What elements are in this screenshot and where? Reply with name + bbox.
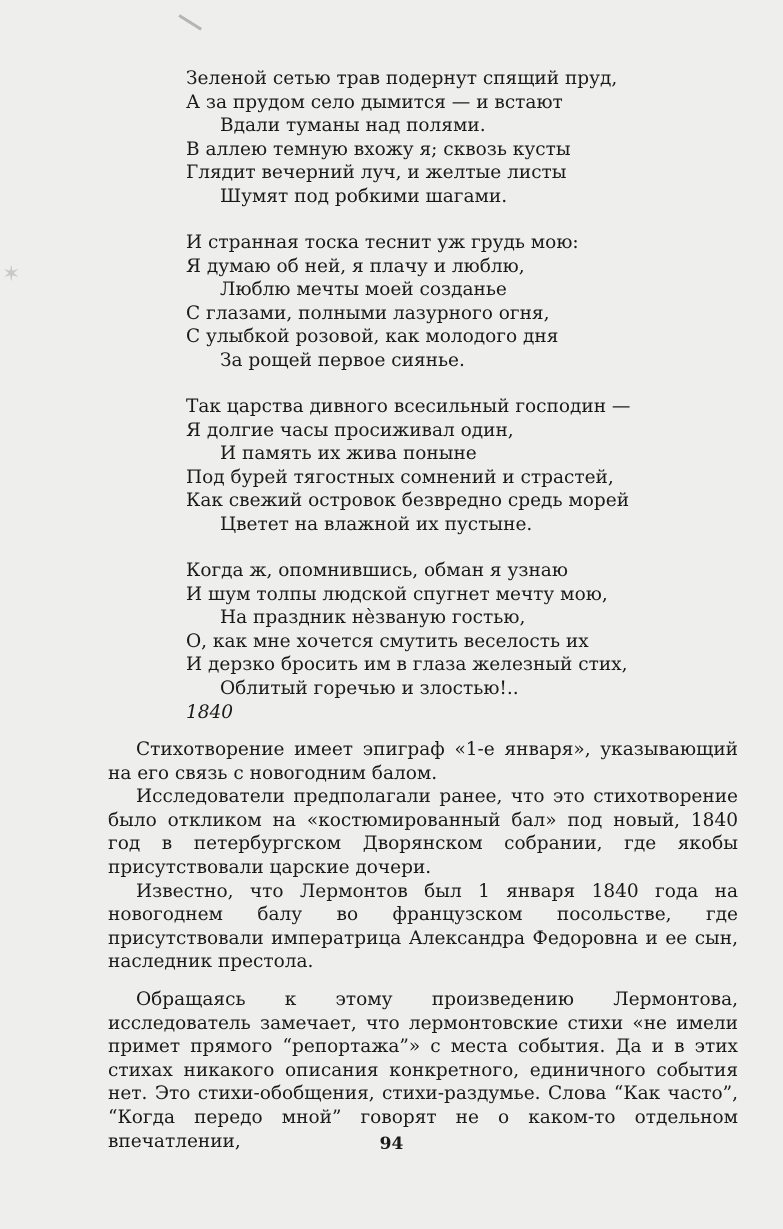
- poem-stanza: [186, 395, 706, 536]
- poem-line: Шумят под робкими шагами.: [220, 185, 508, 207]
- paragraph-analysis: Обращаясь к этому произведению Лермонтова, исследователь замечает, что лермонтовские стихи «не имели примет прямого “репортажа”» с места события. Да и в этих стихах никакого описания конкретного, единичного события нет. Это стихи-обобщения, стихи-раздумье. Слова “Как часто”, “Когда передо мной” говорят не о каком-то отдельном впечатлении,: [108, 988, 738, 1152]
- poem-line: Цветет на влажной их пустыне.: [220, 513, 533, 535]
- pencil-mark: [172, 14, 202, 40]
- poem-line: И шум толпы людской спугнет мечту мою,: [186, 583, 608, 605]
- poem-date: 1840: [186, 702, 234, 723]
- poem-line: Под бурей тягостных сомнений и страстей,: [186, 466, 614, 488]
- poem-line: Так царства дивного всесильный господин —: [186, 396, 631, 417]
- page-number: 94: [379, 1134, 404, 1154]
- poem-line: С глазами, полными лазурного огня,: [186, 302, 550, 324]
- poem-stanza: [186, 231, 706, 372]
- poem-stanza: [186, 67, 706, 208]
- paragraph-embassy-ball: Известно, что Лермонтов был 1 января 1840 года на новогоднем балу во французском посольстве, где присутствовали императрица Александра Федоровна и ее сын, наследник престола.: [108, 880, 738, 973]
- poem-line: С улыбкой розовой, как молодого дня: [186, 326, 559, 347]
- poem-line: А за прудом село дымится — и встают: [186, 91, 563, 113]
- poem-line: О, как мне хочется смутить веселость их: [186, 630, 589, 652]
- commentary: [108, 738, 738, 1153]
- poem-line: Как свежий островок безвредно средь морей: [186, 490, 630, 511]
- poem-line: Люблю мечты моей созданье: [220, 279, 507, 300]
- poem: [186, 67, 706, 725]
- poem-line: И дерзко бросить им в глаза железный стих,: [186, 654, 628, 675]
- paragraph-researchers: Исследователи предполагали ранее, что это стихотворение было откликом на «костюмированный бал» под новый, 1840 год в петербургском Дворянском собрании, где якобы присутствовали царские дочери.: [108, 786, 738, 878]
- poem-line: Когда ж, опомнившись, обман я узнаю: [186, 560, 568, 581]
- poem-line: Зеленой сетью трав подернут спящий пруд,: [186, 68, 618, 89]
- poem-stanza: [186, 559, 706, 700]
- poem-line: Я долгие часы просиживал один,: [186, 419, 514, 441]
- paragraph-epigraph: Стихотворение имеет эпиграф «1-е января», указывающий на его связь с новогодним балом.: [108, 739, 738, 784]
- poem-line: Облитый горечью и злостью!..: [220, 677, 519, 699]
- poem-line: Глядит вечерний луч, и желтые листы: [186, 162, 567, 183]
- poem-line: И странная тоска теснит уж грудь мою:: [186, 232, 579, 253]
- poem-line: Я думаю об ней, я плачу и люблю,: [186, 255, 525, 277]
- poem-line: И память их жива поныне: [220, 443, 477, 464]
- poem-line: На праздник нѐзваную гостью,: [220, 607, 526, 628]
- poem-line: В аллею темную вхожу я; сквозь кусты: [186, 138, 571, 160]
- poem-stanzas: [186, 67, 706, 700]
- star-mark-icon: ✶: [2, 262, 21, 287]
- poem-line: За рощей первое сиянье.: [220, 349, 465, 371]
- poem-line: Вдали туманы над полями.: [220, 115, 486, 136]
